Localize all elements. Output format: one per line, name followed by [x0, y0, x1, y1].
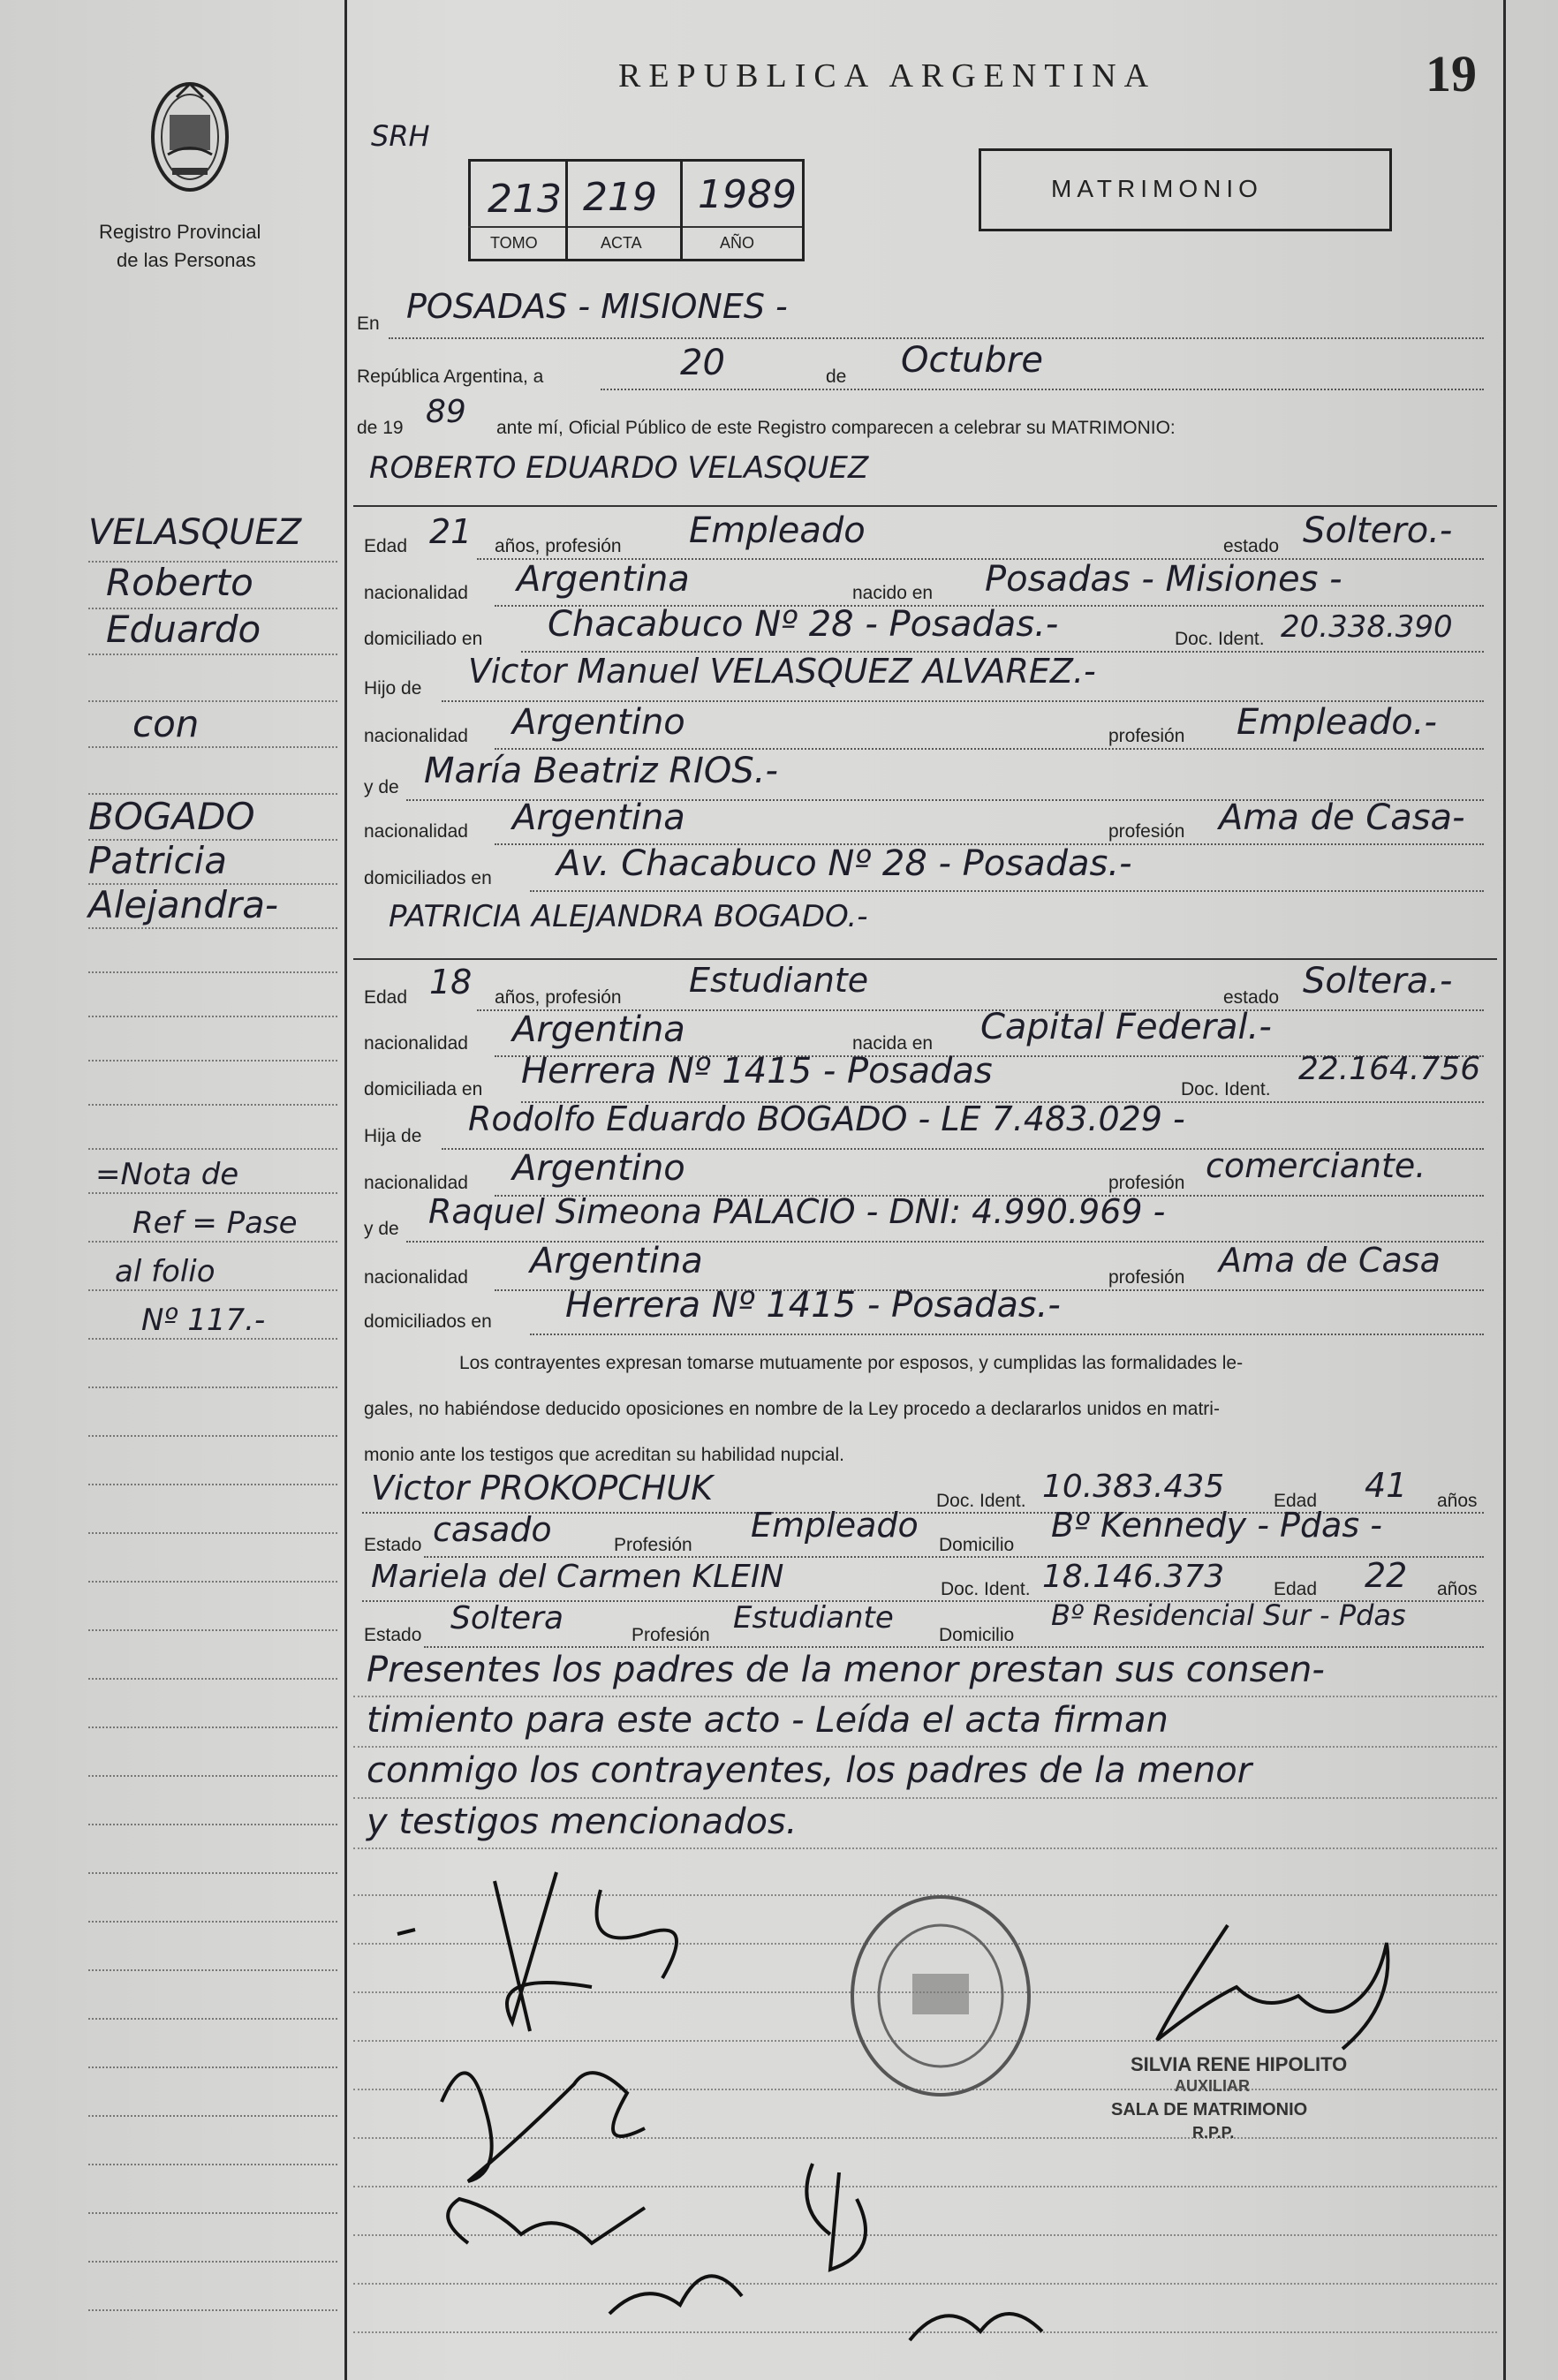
bride-father: Rodolfo Eduardo BOGADO - LE 7.483.029 -	[468, 1099, 1185, 1138]
official-office: SALA DE MATRIMONIO	[1111, 2100, 1308, 2119]
official-org: R.P.P.	[1192, 2124, 1235, 2142]
margin-note3: al folio	[115, 1254, 216, 1289]
observation-line2: timiento para este acto - Leída el acta firman	[367, 1700, 1168, 1741]
bride-parents-address: Herrera Nº 1415 - Posadas.-	[565, 1285, 1061, 1326]
observation-line3: conmigo los contrayentes, los padres de la menor	[367, 1750, 1252, 1791]
certificate-page: Registro Provincial de las Personas REPUBLICA ARGENTINA 19 SRH 213 219 1989 TOMO ACTA AÑO MATRIMONIO En POSADAS - MISIONES - República Argentina, a 20 de Octubre de 19 89 ante mí, Oficial Público de este Registro comparecen a celebrar su MATRIMONIO: ROBERTO EDUARDO VELASQUEZ VELASQUEZ Roberto Eduardo con BOGADO Patricia Alejandra- =Nota de Ref = Pase al folio Nº 117.- Edad 21 años, profesión Empleado estado Soltero.- nacionalidad Argentina nacido en Posadas - Misiones - domiciliado en Chacabuco Nº 28 - Posadas.- Doc. Ident. 20.338.390 Hijo de Victor Manuel VELASQUEZ ALVAREZ.- nacionalidad Argentino profesión Empleado.- y de María Beatriz RIOS.- nacionalidad Argentina profesión Ama de Casa- domiciliados en Av. Chacabuco Nº 28 - Posadas.- PATRICIA ALEJANDRA BOGADO.- Edad 18 años, profesión Estudiante estado Soltera.- nacionalidad Argentina nacida en Capital Federal.- domiciliada en Herrera Nº 1415 - Posadas Doc. Ident. 22.164.756 Hija de Rodolfo Eduardo BOGADO - LE 7.483.029 - nacionalidad Argentino profesión comerciante. y de Raquel Simeona PALACIO - DNI: 4.990.969 - nacionalidad Argentina profesión Ama de Casa domiciliados en Herrera Nº 1415 - Posadas.- Los contrayentes expresan tomarse mutuamente por esposos, y cumplidas las formalidades le- gales, no habiéndose deducido oposiciones en nombre de la Ley procedo a declararlos unidos en matri- monio ante los testigos que acreditan su habilidad nupcial. Victor PROKOPCHUK Doc. Ident. 10.383.435 Edad 41 años Estado casado Profesión Empleado Domicilio Bº Kennedy - Pdas - Mariela del Carmen KLEIN Doc. Ident. 18.146.373 Edad 22 años Estado Soltera Profesión Estudiante Domicilio Bº Residencial Sur - Pdas Presentes los padres de la menor prestan sus consen- timiento para este acto - Leída el acta firman conmigo los contrayentes, los padres de la menor y testigos mencionados. SILVIA RENE HIPOLITO AUXILIAR SALA DE MATRIMONIO R.P.P.	[0, 0, 1558, 2380]
column-divider	[344, 0, 347, 2380]
bride-age: 18	[429, 963, 473, 1001]
groom-mother-profession: Ama de Casa-	[1219, 797, 1465, 838]
bride-father-profession: comerciante.	[1206, 1146, 1426, 1185]
month: Octubre	[901, 340, 1043, 381]
groom-profession: Empleado	[689, 510, 866, 551]
witness1-address: Bº Kennedy - Pdas -	[1051, 1506, 1382, 1545]
tomo-label: TOMO	[490, 234, 538, 252]
observation-line1: Presentes los padres de la menor prestan sus consen-	[367, 1650, 1325, 1690]
witness1-doc: 10.383.435	[1042, 1469, 1225, 1505]
document-title: REPUBLICA ARGENTINA	[618, 57, 1157, 94]
bride-father-nationality: Argentino	[512, 1148, 685, 1189]
bride-birthplace: Capital Federal.-	[980, 1007, 1272, 1047]
right-border	[1503, 0, 1506, 2380]
groom-father-nationality: Argentino	[512, 702, 685, 743]
witness2-age: 22	[1365, 1556, 1408, 1595]
bride-mother-profession: Ama de Casa	[1219, 1241, 1441, 1280]
witness2-address: Bº Residencial Sur - Pdas	[1051, 1598, 1406, 1632]
witness1-age: 41	[1365, 1466, 1408, 1505]
groom-nationality: Argentina	[517, 559, 690, 600]
registry-line1: Registro Provincial	[99, 221, 261, 243]
margin-groom-name1: Roberto	[106, 561, 253, 604]
margin-bride-name2: Alejandra-	[88, 883, 279, 926]
witness1-name: Victor PROKOPCHUK	[371, 1469, 714, 1507]
anio-value: 1989	[698, 172, 797, 217]
groom-father: Victor Manuel VELASQUEZ ALVAREZ.-	[468, 652, 1096, 691]
groom-signature-icon	[380, 1855, 751, 2049]
declaration-line3: monio ante los testigos que acreditan su habilidad nupcial.	[364, 1445, 845, 1465]
declaration-line2: gales, no habiéndose deducido oposiciones en nombre de la Ley procedo a declararlos unidos en matri-	[364, 1399, 1220, 1419]
bride-mother: Raquel Simeona PALACIO - DNI: 4.990.969 -	[428, 1192, 1166, 1231]
groom-civil-status: Soltero.-	[1303, 510, 1453, 551]
margin-note1: =Nota de	[95, 1157, 239, 1192]
groom-mother: María Beatriz RIOS.-	[424, 751, 778, 791]
groom-address: Chacabuco Nº 28 - Posadas.-	[548, 604, 1059, 645]
witness2-profession: Estudiante	[733, 1600, 894, 1636]
parties-signatures-icon	[415, 2031, 786, 2358]
bride-doc: 22.164.756	[1298, 1051, 1481, 1087]
observation-line4: y testigos mencionados.	[367, 1802, 798, 1842]
margin-con: con	[132, 702, 200, 745]
witness1-status: casado	[433, 1510, 552, 1549]
groom-parents-address: Av. Chacabuco Nº 28 - Posadas.-	[556, 843, 1132, 884]
page-number: 19	[1426, 45, 1477, 102]
acta-value: 219	[583, 175, 657, 220]
margin-bride-surname: BOGADO	[88, 795, 255, 838]
witness1-profession: Empleado	[751, 1506, 919, 1545]
initials: SRH	[371, 119, 430, 153]
official-name: SILVIA RENE HIPOLITO	[1131, 2053, 1348, 2075]
bride-nationality: Argentina	[512, 1009, 685, 1050]
anio-label: AÑO	[720, 234, 755, 252]
provincial-seal-icon	[141, 71, 238, 203]
day: 20	[680, 343, 725, 383]
groom-full-name: ROBERTO EDUARDO VELASQUEZ	[369, 450, 869, 486]
form-type: MATRIMONIO	[1051, 175, 1263, 202]
groom-doc: 20.338.390	[1281, 609, 1453, 645]
intro-text: ante mí, Oficial Público de este Registro comparecen a celebrar su MATRIMONIO:	[496, 418, 1176, 438]
margin-bride-name1: Patricia	[88, 839, 227, 882]
margin-note2: Ref = Pase	[132, 1205, 298, 1241]
witness2-status: Soltera	[450, 1600, 564, 1636]
margin-groom-name2: Eduardo	[106, 608, 261, 651]
witness-signatures-icon	[777, 2093, 1078, 2358]
official-role: AUXILIAR	[1175, 2077, 1250, 2095]
margin-groom-surname: VELASQUEZ	[88, 512, 302, 553]
year: 89	[426, 394, 466, 430]
bride-address: Herrera Nº 1415 - Posadas	[521, 1051, 993, 1092]
bride-full-name: PATRICIA ALEJANDRA BOGADO.-	[389, 899, 868, 934]
declaration-line1: Los contrayentes expresan tomarse mutuamente por esposos, y cumplidas las formalidades le-	[459, 1353, 1244, 1373]
acta-label: ACTA	[601, 234, 642, 252]
witness2-doc: 18.146.373	[1042, 1559, 1225, 1595]
witness2-name: Mariela del Carmen KLEIN	[371, 1559, 784, 1595]
bride-profession: Estudiante	[689, 961, 869, 1000]
bride-mother-nationality: Argentina	[530, 1241, 703, 1281]
official-stamp-icon	[843, 1890, 1038, 2102]
groom-age: 21	[429, 512, 473, 551]
bride-civil-status: Soltera.-	[1303, 961, 1453, 1001]
place: POSADAS - MISIONES -	[406, 287, 788, 326]
groom-birthplace: Posadas - Misiones -	[985, 559, 1342, 600]
groom-father-profession: Empleado.-	[1237, 702, 1437, 743]
registry-line2: de las Personas	[117, 249, 256, 271]
groom-mother-nationality: Argentina	[512, 797, 685, 838]
margin-note4: Nº 117.-	[141, 1303, 266, 1338]
tomo-value: 213	[488, 177, 562, 222]
